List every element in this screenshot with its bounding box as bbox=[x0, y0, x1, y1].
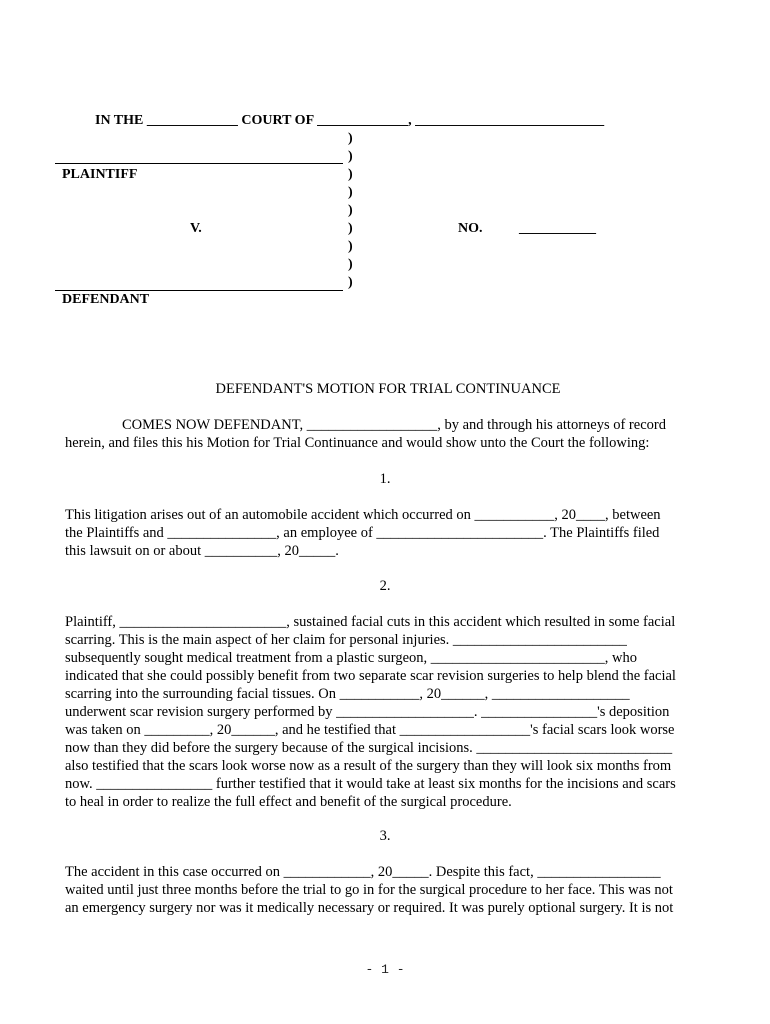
versus-label: V. bbox=[190, 221, 202, 236]
section-number-1: 1. bbox=[379, 471, 391, 487]
paragraph-line: waited until just three months before the trial to go in for the surgical procedure to her face. This was not bbox=[65, 882, 673, 898]
paragraph-line: scarring. This is the main aspect of her claim for personal injuries. ________________________ bbox=[65, 632, 627, 648]
caption-paren: ) bbox=[348, 239, 353, 254]
page-number: - 1 - bbox=[365, 962, 405, 977]
caption-paren: ) bbox=[348, 221, 353, 236]
defendant-signature-line bbox=[55, 290, 343, 291]
paragraph-line: now than they did before the surgery because of the surgical incisions. ___________________________ bbox=[65, 740, 673, 756]
intro-line-1: COMES NOW DEFENDANT, __________________, by and through his attorneys of record bbox=[122, 417, 666, 433]
case-number-label: NO. bbox=[458, 221, 483, 236]
section-1-paragraph bbox=[65, 506, 715, 560]
section-2-paragraph bbox=[65, 613, 715, 811]
paragraph-line: This litigation arises out of an automobile accident which occurred on ___________, 20____, between bbox=[65, 507, 661, 523]
paragraph-line: an emergency surgery nor was it medically necessary or required. It was purely optional surgery. It is not bbox=[65, 900, 674, 916]
caption-paren: ) bbox=[348, 149, 353, 164]
paragraph-line: the Plaintiffs and _______________, an employee of _______________________. The Plaintiffs filed bbox=[65, 525, 660, 541]
case-number-blank: ___________ bbox=[519, 221, 596, 236]
paragraph-line: now. ________________ further testified that it would take at least six months for the incisions and scars bbox=[65, 776, 676, 792]
paragraph-line: this lawsuit on or about __________, 20_____. bbox=[65, 543, 339, 559]
intro-line-2: herein, and files this his Motion for Trial Continuance and would show unto the Court the following: bbox=[65, 435, 650, 451]
section-number-3: 3. bbox=[379, 828, 391, 844]
court-caption-line: IN THE _____________ COURT OF _____________, ___________________________ bbox=[95, 113, 605, 128]
paragraph-line: underwent scar revision surgery performed by ___________________. ________________'s deposition bbox=[65, 704, 670, 720]
paragraph-line: indicated that she could possibly benefit from two separate scar revision surgeries to help blend the facial bbox=[65, 668, 676, 684]
plaintiff-signature-line bbox=[55, 163, 343, 164]
defendant-label: DEFENDANT bbox=[62, 292, 150, 307]
paragraph-line: was taken on _________, 20______, and he testified that __________________'s facial scars look worse bbox=[65, 722, 675, 738]
caption-paren: ) bbox=[348, 203, 353, 218]
caption-paren: ) bbox=[348, 257, 353, 272]
paragraph-line: Plaintiff, _______________________, sustained facial cuts in this accident which resulted in some facial bbox=[65, 614, 676, 630]
paragraph-line: The accident in this case occurred on ____________, 20_____. Despite this fact, _________________ bbox=[65, 864, 661, 880]
section-3-paragraph bbox=[65, 863, 715, 917]
paragraph-line: also testified that the scars look worse now as a result of the surgery than they will look six months from bbox=[65, 758, 672, 774]
paragraph-line: to heal in order to realize the full effect and benefit of the surgical procedure. bbox=[65, 794, 512, 810]
section-number-2: 2. bbox=[379, 578, 391, 594]
caption-paren: ) bbox=[348, 185, 353, 200]
document-title: DEFENDANT'S MOTION FOR TRIAL CONTINUANCE bbox=[215, 381, 561, 397]
caption-paren: ) bbox=[348, 275, 353, 290]
paragraph-line: scarring into the surrounding facial tissues. On ___________, 20______, ___________________ bbox=[65, 686, 630, 702]
plaintiff-label: PLAINTIFF bbox=[62, 167, 138, 182]
caption-paren: ) bbox=[348, 131, 353, 146]
caption-paren: ) bbox=[348, 167, 353, 182]
paragraph-line: subsequently sought medical treatment from a plastic surgeon, ________________________, who bbox=[65, 650, 637, 666]
